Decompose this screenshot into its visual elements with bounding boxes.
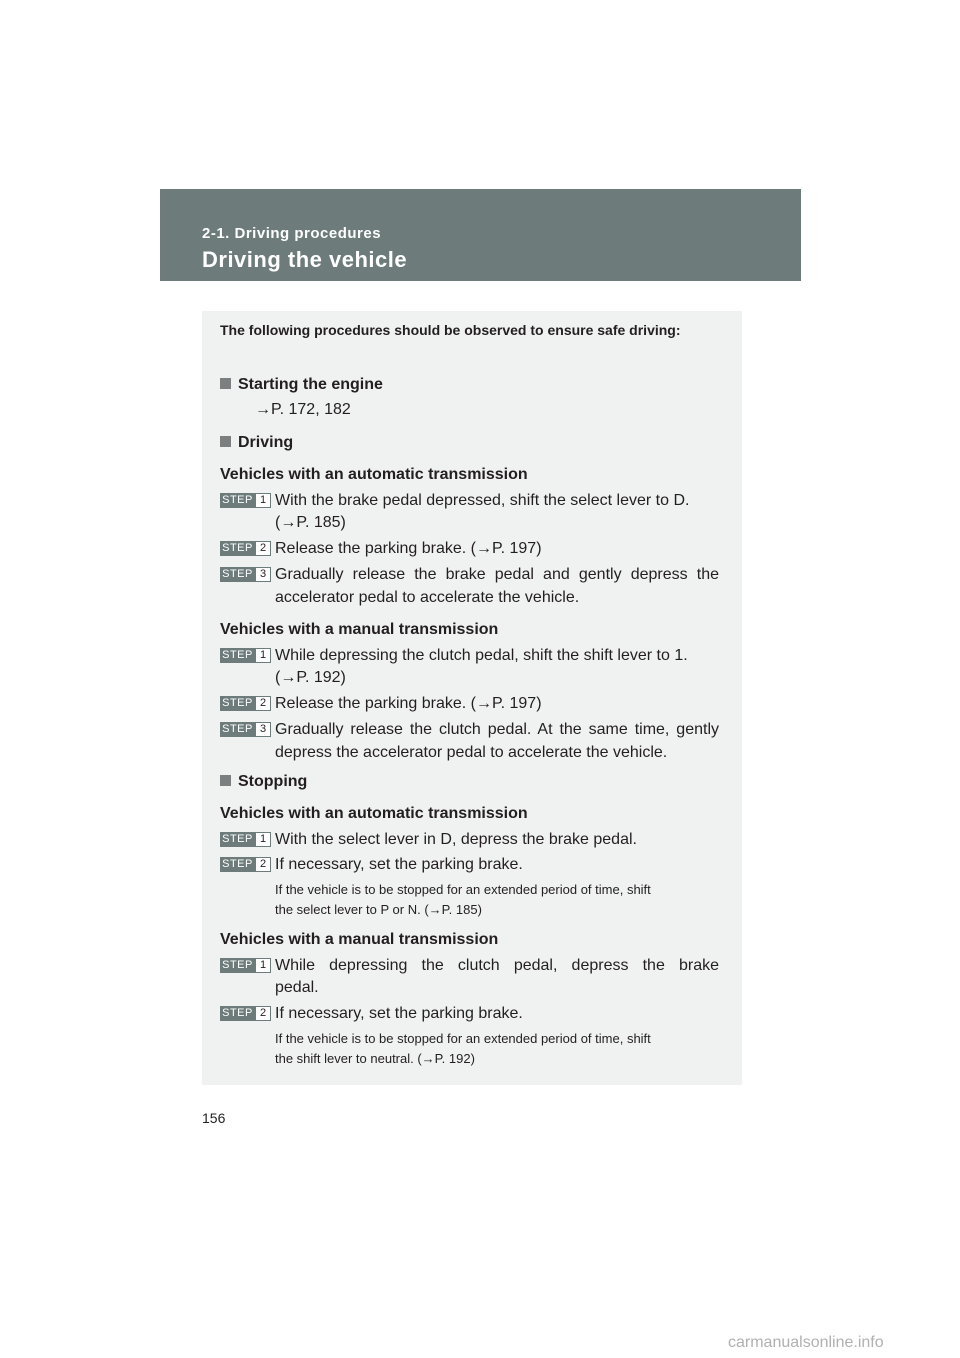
step-text: depress the accelerator pedal to accelerate the vehicle. bbox=[275, 744, 668, 761]
step-text: (→P. 192) bbox=[275, 669, 346, 686]
step-text: With the brake pedal depressed, shift the select lever to D. bbox=[275, 492, 690, 509]
step-text: (→P. 185) bbox=[275, 514, 346, 531]
step-badge-2: STEP 2 bbox=[220, 1006, 271, 1021]
square-bullet-icon bbox=[220, 775, 231, 786]
page-title: Driving the vehicle bbox=[202, 247, 408, 272]
square-bullet-icon bbox=[220, 378, 231, 389]
step-text: While depressing the clutch pedal, depress the brake bbox=[275, 957, 719, 974]
step-badge-1: STEP 1 bbox=[220, 832, 271, 847]
note-text: the shift lever to neutral. (→P. 192) bbox=[275, 1051, 475, 1066]
step-badge-1: STEP 1 bbox=[220, 493, 271, 508]
step-text: While depressing the clutch pedal, shift the shift lever to 1. bbox=[275, 647, 688, 664]
subhead-driving-manual: Vehicles with a manual transmission bbox=[220, 621, 499, 638]
intro-text: The following procedures should be observed to ensure safe driving: bbox=[220, 322, 681, 338]
step-text: If necessary, set the parking brake. bbox=[275, 856, 523, 873]
watermark: carmanualsonline.info bbox=[728, 1334, 884, 1351]
step-text: Gradually release the clutch pedal. At the same time, gently bbox=[275, 721, 719, 738]
note-text: If the vehicle is to be stopped for an extended period of time, shift bbox=[275, 882, 651, 897]
step-text: If necessary, set the parking brake. bbox=[275, 1005, 523, 1022]
step-text: pedal. bbox=[275, 979, 319, 996]
starting-ref: →P. 172, 182 bbox=[255, 401, 351, 418]
square-bullet-icon bbox=[220, 436, 231, 447]
section-label: 2-1. Driving procedures bbox=[202, 225, 382, 242]
step-badge-3: STEP 3 bbox=[220, 722, 271, 737]
note-text: If the vehicle is to be stopped for an extended period of time, shift bbox=[275, 1031, 651, 1046]
step-badge-1: STEP 1 bbox=[220, 648, 271, 663]
step-text: accelerator pedal to accelerate the vehicle. bbox=[275, 589, 580, 606]
subhead-stopping-auto: Vehicles with an automatic transmission bbox=[220, 805, 528, 822]
content-panel bbox=[202, 311, 742, 1085]
heading-stopping: Stopping bbox=[220, 773, 307, 791]
subhead-driving-auto: Vehicles with an automatic transmission bbox=[220, 466, 528, 483]
note-text: the select lever to P or N. (→P. 185) bbox=[275, 902, 482, 917]
step-badge-2: STEP 2 bbox=[220, 541, 271, 556]
step-text: Release the parking brake. (→P. 197) bbox=[275, 540, 542, 557]
heading-starting: Starting the engine bbox=[220, 376, 383, 394]
step-badge-1: STEP 1 bbox=[220, 958, 271, 973]
step-text: With the select lever in D, depress the brake pedal. bbox=[275, 831, 637, 848]
section-header bbox=[160, 189, 801, 281]
step-badge-2: STEP 2 bbox=[220, 857, 271, 872]
step-badge-2: STEP 2 bbox=[220, 696, 271, 711]
step-text: Release the parking brake. (→P. 197) bbox=[275, 695, 542, 712]
step-text: Gradually release the brake pedal and gently depress the bbox=[275, 566, 719, 583]
subhead-stopping-manual: Vehicles with a manual transmission bbox=[220, 931, 499, 948]
page-number: 156 bbox=[202, 1110, 226, 1126]
step-badge-3: STEP 3 bbox=[220, 567, 271, 582]
heading-driving: Driving bbox=[220, 434, 293, 452]
